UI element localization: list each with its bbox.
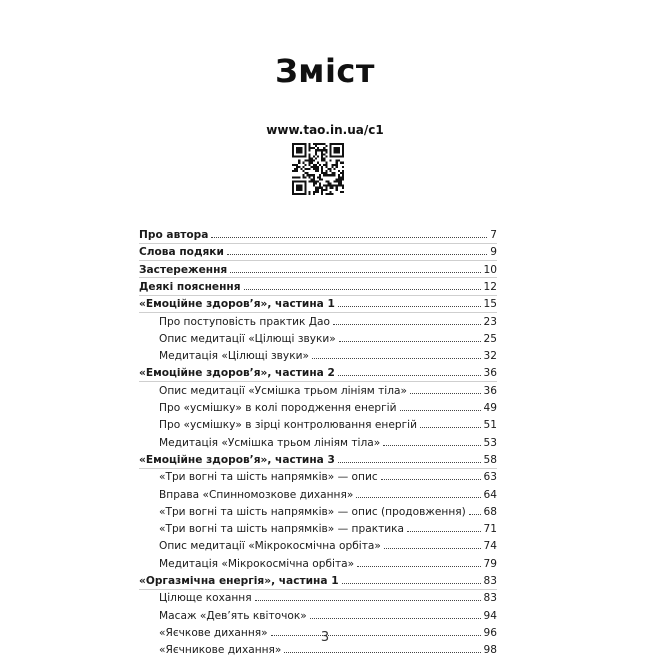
dot-leader <box>333 324 480 325</box>
toc-entry-label: Масаж «Дев’ять квіточок» <box>159 609 307 622</box>
section-divider <box>139 260 497 261</box>
section-divider <box>139 243 497 244</box>
toc-entry-label: Деякі пояснення <box>139 280 241 293</box>
toc-entry-label: «Три вогні та шість напрямків» — опис (продовження) <box>159 505 466 518</box>
toc-entry-page: 64 <box>483 488 497 501</box>
toc-entry-label: «Емоційне здоров’я», частина 3 <box>139 453 335 466</box>
page-title: Зміст <box>275 52 375 90</box>
toc-entry[interactable] <box>139 294 497 310</box>
toc-entry-page: 74 <box>483 540 497 553</box>
toc-entry-label: «Емоційне здоров’я», частина 2 <box>139 367 335 380</box>
toc-entry-label: Медитація «Цілющі звуки» <box>159 350 309 363</box>
toc-entry-page: 98 <box>483 644 497 656</box>
section-divider <box>139 312 497 313</box>
toc-entry-label: Опис медитації «Усмішка трьом лініям тіла» <box>159 384 407 397</box>
toc-entry-label: Опис медитації «Цілющі звуки» <box>159 332 336 345</box>
toc-entry-label: Застереження <box>139 263 228 276</box>
toc-entry[interactable] <box>139 346 497 362</box>
toc-entry-page: 12 <box>483 280 497 293</box>
toc-entry-page: 63 <box>483 471 497 484</box>
dot-leader <box>339 341 481 342</box>
toc-entry-page: 53 <box>483 436 497 449</box>
toc-entry[interactable] <box>139 415 497 431</box>
toc-entry-label: «Емоційне здоров’я», частина 1 <box>139 298 335 311</box>
dot-leader <box>357 566 480 567</box>
dot-leader <box>338 375 481 376</box>
toc-entry-page: 58 <box>483 453 497 466</box>
dot-leader <box>400 410 481 411</box>
toc-entry[interactable] <box>139 433 497 449</box>
toc-entry[interactable] <box>139 363 497 379</box>
section-divider <box>139 277 497 278</box>
dot-leader <box>342 583 481 584</box>
toc-entry[interactable] <box>139 588 497 604</box>
dot-leader <box>230 272 480 273</box>
dot-leader <box>244 289 481 290</box>
toc-entry[interactable] <box>139 554 497 570</box>
dot-leader <box>284 652 480 653</box>
dot-leader <box>407 531 480 532</box>
website-url: www.tao.in.ua/c1 <box>266 123 384 137</box>
toc-entry[interactable] <box>139 536 497 552</box>
toc-entry[interactable] <box>139 519 497 535</box>
section-divider <box>139 381 497 382</box>
dot-leader <box>312 358 481 359</box>
toc-entry-label: Про автора <box>139 229 209 241</box>
qr-code-icon <box>292 143 344 195</box>
toc-entry[interactable] <box>139 450 497 466</box>
dot-leader <box>338 306 481 307</box>
toc-entry-label: «Яєчкове дихання» <box>159 626 268 639</box>
toc-entry[interactable] <box>139 225 497 241</box>
toc-entry-page: 68 <box>483 505 497 518</box>
section-divider <box>139 295 497 296</box>
toc-entry-page: 79 <box>483 557 497 570</box>
toc-entry-label: Про поступовість практик Дао <box>159 315 331 328</box>
dot-leader <box>356 497 480 498</box>
toc-entry-label: «Оргазмічна енергія», частина 1 <box>139 575 339 587</box>
dot-leader <box>211 237 487 238</box>
dot-leader <box>255 600 481 601</box>
page-number: 3 <box>320 630 330 645</box>
toc-entry[interactable] <box>139 502 497 518</box>
dot-leader <box>381 479 481 480</box>
toc-entry-page: 15 <box>483 298 497 311</box>
toc-entry-label: Про «усмішку» в колі породження енергій <box>159 402 397 414</box>
toc-entry-page: 32 <box>483 350 497 363</box>
toc-entry-page: 10 <box>483 263 497 276</box>
toc-entry[interactable] <box>139 467 497 483</box>
toc-entry-page: 71 <box>483 523 497 536</box>
toc-entry-page: 94 <box>483 609 497 622</box>
toc-entry-page: 83 <box>483 575 497 587</box>
toc-entry-page: 23 <box>483 315 497 328</box>
toc-entry-page: 7 <box>490 229 497 241</box>
toc-entry[interactable] <box>139 571 497 587</box>
toc-entry-label: «Яєчникове дихання» <box>159 644 282 656</box>
toc-entry-label: Про «усмішку» в зірці контролювання енергій <box>159 419 417 432</box>
toc-entry[interactable] <box>139 260 497 276</box>
toc-entry[interactable] <box>139 381 497 397</box>
dot-leader <box>469 514 481 515</box>
toc-entry-page: 49 <box>483 402 497 414</box>
toc-entry-page: 96 <box>483 626 497 639</box>
toc-entry-page: 36 <box>483 367 497 380</box>
toc-entry-page: 25 <box>483 332 497 345</box>
toc-entry-label: Медитація «Мікрокосмічна орбіта» <box>159 557 355 570</box>
toc-entry-label: Медитація «Усмішка трьом лініям тіла» <box>159 436 381 449</box>
dot-leader <box>338 462 481 463</box>
toc-entry-label: «Три вогні та шість напрямків» — практика <box>159 523 405 536</box>
toc-entry-page: 36 <box>483 384 497 397</box>
dot-leader <box>227 254 487 255</box>
toc-entry[interactable] <box>139 606 497 622</box>
toc-entry-label: «Три вогні та шість напрямків» — опис <box>159 471 378 484</box>
dot-leader <box>420 427 481 428</box>
toc-entry[interactable] <box>139 277 497 293</box>
dot-leader <box>383 445 480 446</box>
dot-leader <box>410 393 481 394</box>
toc-entry-label: Вправа «Спинномозкове дихання» <box>159 488 354 501</box>
toc-entry-label: Опис медитації «Мікрокосмічна орбіта» <box>159 540 381 553</box>
toc-entry-label: Цілюще кохання <box>159 592 252 605</box>
toc-entry-label: Слова подяки <box>139 246 224 259</box>
toc-entry-page: 51 <box>483 419 497 432</box>
toc-entry-page: 9 <box>490 246 497 259</box>
toc-entry[interactable] <box>139 485 497 501</box>
toc-entry[interactable] <box>139 242 497 258</box>
dot-leader <box>310 618 481 619</box>
dot-leader <box>384 548 481 549</box>
section-divider <box>139 589 497 590</box>
section-divider <box>139 468 497 469</box>
toc-entry[interactable] <box>139 312 497 328</box>
toc-entry[interactable] <box>139 329 497 345</box>
toc-entry-page: 83 <box>483 592 497 605</box>
toc-entry[interactable] <box>139 398 497 414</box>
